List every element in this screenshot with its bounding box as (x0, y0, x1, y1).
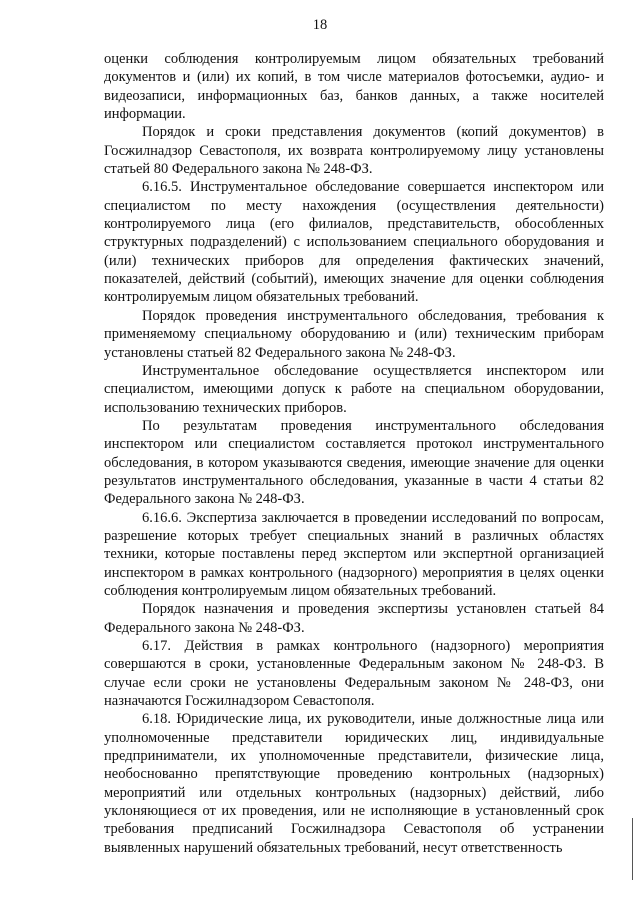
paragraph-6-18: 6.18. Юридические лица, их руководители, иные должностные лица или уполномоченные представители юридических лиц, индивидуальные предприниматели, их уполномоченные представители, физические лица, необоснованно препятствующие проведению контрольных (надзорных) мероприятий или отдельных контрольных (надзорных) действий, либо уклоняющиеся от их проведения, или не исполняющие в установленный срок требования предписаний Госжилнадзора Севастополя об устранении выявленных нарушений обязательных требований, несут ответственность (104, 711, 604, 856)
page-number: 18 (312, 17, 328, 33)
paragraph-6-17: 6.17. Действия в рамках контрольного (надзорного) мероприятия совершаются в сроки, установленные Федеральным законом № 248-ФЗ. В случае если сроки не установлены Федеральным законом № 248-ФЗ, они назначаются Госжилнадзором Севастополя. (104, 638, 604, 710)
paragraph-6-16-5: 6.16.5. Инструментальное обследование совершается инспектором или специалистом по месту нахождения (осуществления деятельности) контролируемого лица (его филиалов, представительств, обособленных структурных подразделений) с использованием специального оборудования и (или) технических приборов для определения фактических значений, показателей, действий (событий), имеющих значение для оценки соблюдения контролируемым лицом обязательных требований. (104, 179, 604, 306)
paragraph-instrumental-performer: Инструментальное обследование осуществляется инспектором или специалистом, имеющими допуск к работе на специальном оборудовании, использованию технических приборов. (104, 362, 604, 416)
scan-edge-mark (632, 818, 633, 880)
document-body (104, 50, 604, 857)
paragraph-continuation: оценки соблюдения контролируемым лицом обязательных требований документов и (или) их копий, в том числе материалов фотосъемки, аудио- и видеозаписи, информационных баз, банков данных, а также носителей информации. (104, 51, 604, 123)
paragraph-instrumental-procedure: Порядок проведения инструментального обследования, требования к применяемому специальному оборудованию и (или) техническим приборам установлены статьей 82 Федерального закона № 248-ФЗ. (104, 307, 604, 361)
paragraph-expertise-procedure: Порядок назначения и проведения экспертизы установлен статьей 84 Федерального закона № 248-ФЗ. (104, 601, 604, 636)
paragraph-6-16-6: 6.16.6. Экспертиза заключается в проведении исследований по вопросам, разрешение которых требует специальных знаний в различных областях техники, которые поставлены перед экспертом или экспертной организацией инспектором в рамках контрольного (надзорного) мероприятия в целях оценки соблюдения контролируемым лицом обязательных требований. (104, 509, 604, 599)
paragraph-instrumental-protocol: По результатам проведения инструментального обследования инспектором или специалистом составляется протокол инструментального обследования, в котором указываются сведения, имеющие значение для оценки результатов инструментального обследования, указанные в части 4 статьи 82 Федерального закона № 248-ФЗ. (104, 417, 604, 508)
paragraph-documents-procedure: Порядок и сроки представления документов (копий документов) в Госжилнадзор Севастополя, их возврата контролируемому лицу установлены статьей 80 Федерального закона № 248-ФЗ. (104, 124, 604, 178)
